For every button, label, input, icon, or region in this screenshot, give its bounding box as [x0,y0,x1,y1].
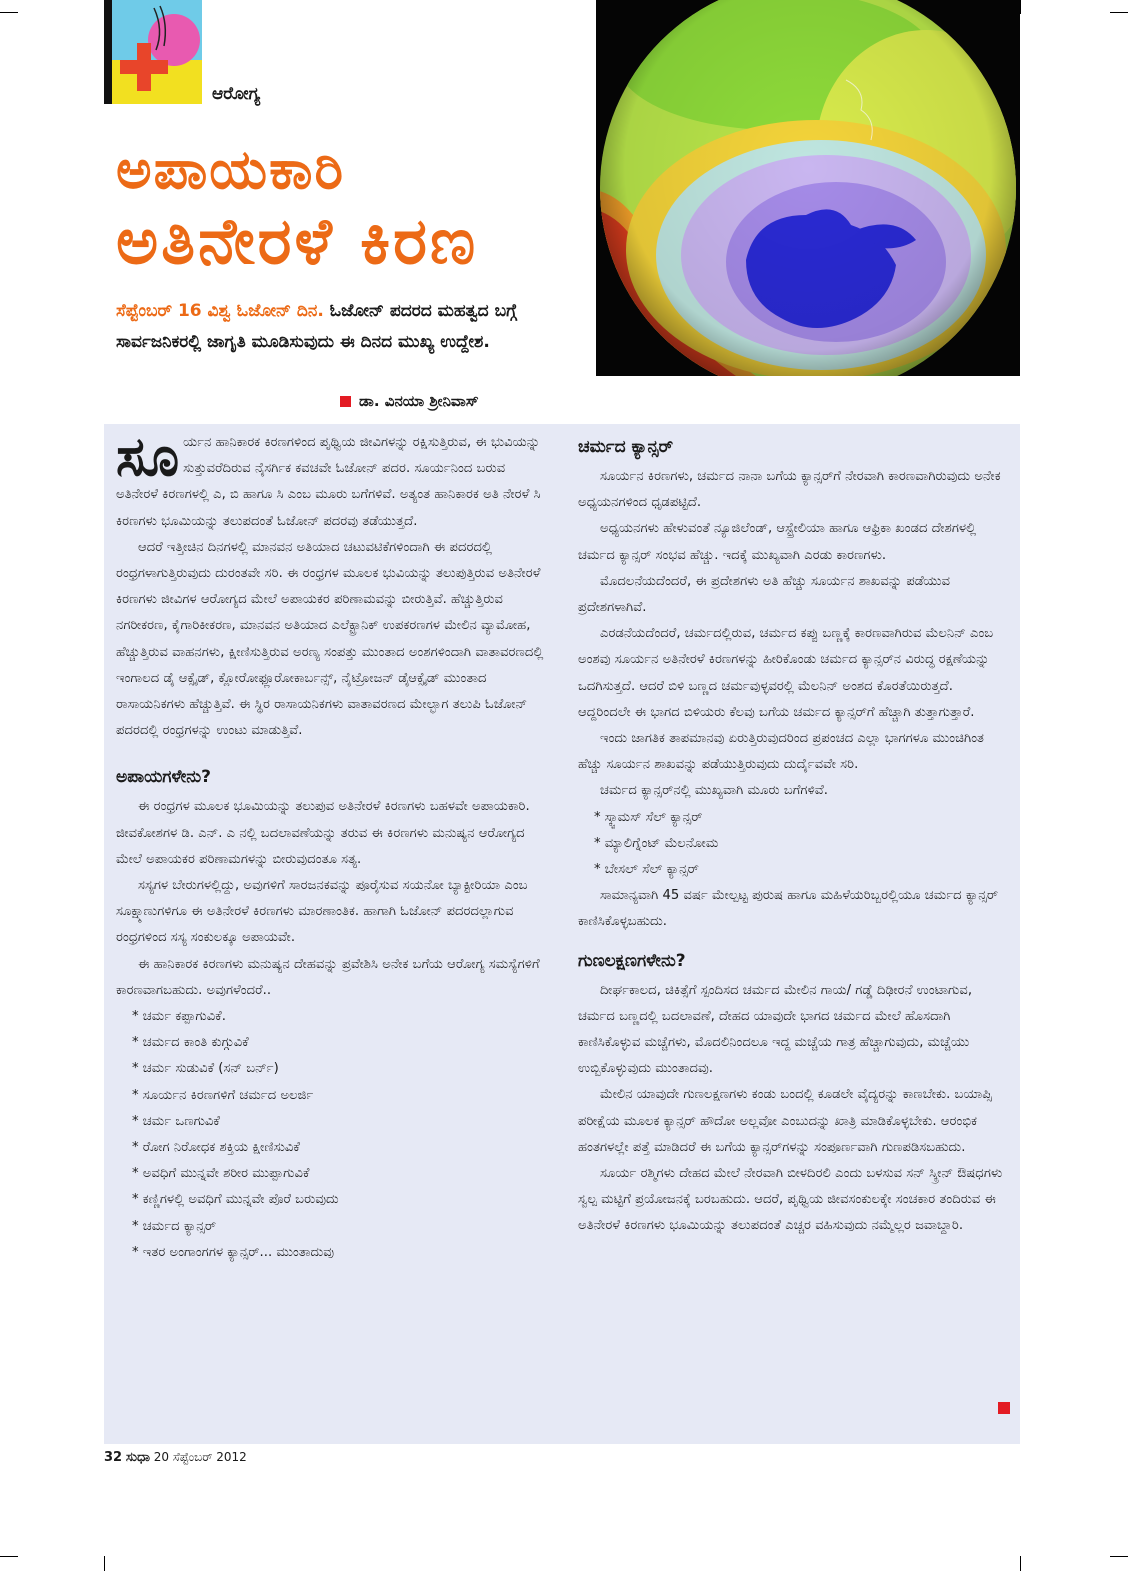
drop-cap: ಸೂ [116,425,180,488]
bullet-list [578,805,1008,884]
intro-rest: ಓಜೋನ್ ಪದರದ ಮಹತ್ವದ ಬಗ್ಗೆ ಸಾರ್ವಜನಿಕರಲ್ಲಿ ಜಾಗೃತಿ ಮೂಡಿಸುವುದು ಈ ದಿನದ ಮುಖ್ಯ ಉದ್ದೇಶ. [116,301,517,352]
bullet-list [116,1004,548,1266]
magazine-name: ಸುಧಾ [125,1450,150,1465]
section-label: ಆರೋಗ್ಯ [212,84,261,104]
paragraph: ಮೊದಲನೆಯದೆಂದರೆ, ಈ ಪ್ರದೇಶಗಳು ಅತಿ ಹೆಚ್ಚು ಸೂರ್ಯನ ಶಾಖವನ್ನು ಪಡೆಯುವ ಪ್ರದೇಶಗಳಾಗಿವೆ. [578,573,951,616]
paragraph: ಇಂದು ಜಾಗತಿಕ ತಾಪಮಾನವು ಏರುತ್ತಿರುವುದರಿಂದ ಪ್ರಪಂಚದ ಎಲ್ಲಾ ಭಾಗಗಳೂ ಮುಂಚಿಗಿಂತ ಹೆಚ್ಚು ಸೂರ್ಯನ ಶಾಖವನ್ನು ಪಡೆಯುತ್ತಿರುವುದು ದುರ್ದೈವವೇ ಸರಿ. [578,731,985,773]
paragraph: ಅಧ್ಯಯನಗಳು ಹೇಳುವಂತೆ ನ್ಯೂಜಿಲೆಂಡ್, ಆಸ್ಟ್ರೇಲಿಯಾ ಹಾಗೂ ಆಫ್ರಿಕಾ ಖಂಡದ ದೇಶಗಳಲ್ಲಿ ಚರ್ಮದ ಕ್ಯಾನ್ಸರ್ ಸಂಭವ ಹೆಚ್ಚು. ಇದಕ್ಕೆ ಮುಖ್ಯವಾಗಿ ಎರಡು ಕಾರಣಗಳು. [578,521,977,563]
list-item: * ಚರ್ಮ ಸುಡುವಿಕೆ (ಸನ್ ಬರ್ನ್) [132,1061,279,1077]
crop-mark [0,1556,18,1557]
paragraph: ಮೇಲಿನ ಯಾವುದೇ ಗುಣಲಕ್ಷಣಗಳು ಕಂಡು ಬಂದಲ್ಲಿ ಕೂಡಲೇ ವೈದ್ಯರನ್ನು ಕಾಣಬೇಕು. ಬಯಾಪ್ಸಿ ಪರೀಕ್ಷೆಯ ಮೂಲಕ ಕ್ಯಾನ್ಸರ್ ಹೌದೋ ಅಲ್ಲವೋ ಎಂಬುದನ್ನು ಖಾತ್ರಿ ಮಾಡಿಕೊಳ್ಳಬೇಕು. ಆರಂಭಿಕ ಹಂತಗಳಲ್ಲೇ ಪತ್ತೆ ಮಾಡಿದರೆ ಈ ಬಗೆಯ ಕ್ಯಾನ್ಸರ್‌ಗಳನ್ನು ಸಂಪೂರ್ಣವಾಗಿ ಗುಣಪಡಿಸಬಹುದು. [578,1087,992,1155]
paragraph: ಈ ರಂಧ್ರಗಳ ಮೂಲಕ ಭೂಮಿಯನ್ನು ತಲುಪುವ ಅತಿನೇರಳೆ ಕಿರಣಗಳು ಬಹಳವೇ ಅಪಾಯಕಾರಿ. ಜೀವಕೋಶಗಳ ಡಿ. ಎನ್. ಎ ನಲ್ಲಿ ಬದಲಾವಣೆಯನ್ನು ತರುವ ಈ ಕಿರಣಗಳು ಮನುಷ್ಯನ ಆರೋಗ್ಯದ ಮೇಲೆ ಅಪಾಯಕರ ಪರಿಣಾಮಗಳನ್ನು ಬೀರುವುದಂತೂ ಸತ್ಯ. [116,799,530,867]
paragraph: ಚರ್ಮದ ಕ್ಯಾನ್ಸರ್‌ನಲ್ಲಿ ಮುಖ್ಯವಾಗಿ ಮೂರು ಬಗೆಗಳಿವೆ. [600,783,828,799]
list-item: * ಸೂರ್ಯನ ಕಿರಣಗಳಿಗೆ ಚರ್ಮದ ಅಲರ್ಜಿ [132,1087,314,1103]
paragraph: ಸೂರ್ಯ ರಶ್ಮಿಗಳು ದೇಹದ ಮೇಲೆ ನೇರವಾಗಿ ಬೀಳದಿರಲಿ ಎಂದು ಬಳಸುವ ಸನ್ ಸ್ಕ್ರೀನ್ ಔಷಧಗಳು ಸ್ವಲ್ಪ ಮಟ್ಟಿಗೆ ಪ್ರಯೋಜನಕ್ಕೆ ಬರಬಹುದು. ಆದರೆ, ಪೃಥ್ವಿಯ ಜೀವಸಂಕುಲಕ್ಕೇ ಸಂಚಕಾರ ತಂದಿರುವ ಈ ಅತಿನೇರಳೆ ಕಿರಣಗಳು ಭೂಮಿಯನ್ನು ತಲುಪದಂತೆ ಎಚ್ಚರ ವಹಿಸುವುದು ನಮ್ಮೆಲ್ಲರ ಜವಾಬ್ದಾರಿ. [578,1166,1003,1234]
intro-highlight: ಸೆಪ್ಟೆಂಬರ್ 16 ವಿಶ್ವ ಓಜೋನ್ ದಿನ. [116,301,324,321]
red-square-icon [340,396,351,407]
paragraph: ದೀರ್ಘಕಾಲದ, ಚಿಕಿತ್ಸೆಗೆ ಸ್ಪಂದಿಸದ ಚರ್ಮದ ಮೇಲಿನ ಗಾಯ/ ಗಡ್ಡೆ ದಿಢೀರನೆ ಉಂಟಾಗುವ, ಚರ್ಮದ ಬಣ್ಣದಲ್ಲಿ ಬದಲಾವಣೆ, ದೇಹದ ಯಾವುದೇ ಭಾಗದ ಚರ್ಮದ ಮೇಲೆ ಹೊಸದಾಗಿ ಕಾಣಿಸಿಕೊಳ್ಳುವ ಮಚ್ಚೆಗಳು, ಮೊದಲಿನಿಂದಲೂ ಇದ್ದ ಮಚ್ಚೆಯ ಗಾತ್ರ ಹೆಚ್ಚಾಗುವುದು, ಮಚ್ಚೆಯು ಉಬ್ಬಿಕೊಳ್ಳುವುದು ಮುಂತಾದವು. [578,982,973,1077]
crop-mark [104,1556,105,1571]
list-item: * ಸ್ಕ್ವಾಮಸ್ ಸೆಲ್ ಕ್ಯಾನ್ಸರ್ [594,809,703,825]
end-mark-icon [998,1402,1010,1414]
issue-date: 20 ಸೆಪ್ಟೆಂಬರ್ 2012 [153,1450,247,1464]
title-line-1: ಅಪಾಯಕಾರಿ [116,138,345,201]
page-footer [104,1450,247,1465]
subheading-symptoms: ಗುಣಲಕ್ಷಣಗಳೇನು? [578,950,686,971]
list-item: * ಚರ್ಮದ ಕ್ಯಾನ್ಸರ್ [132,1218,217,1234]
crop-mark [1110,1556,1128,1557]
intro-text [116,296,586,358]
crop-mark [1020,1556,1021,1571]
author-byline [340,392,479,410]
list-item: * ರೋಗ ನಿರೋಧಕ ಶಕ್ತಿಯ ಕ್ಷೀಣಿಸುವಿಕೆ [132,1140,300,1156]
page-number: 32 [104,1450,123,1465]
list-item: * ಕಣ್ಣಿಗಳಲ್ಲಿ ಅವಧಿಗೆ ಮುನ್ನವೇ ಪೊರೆ ಬರುವುದು [132,1192,339,1208]
health-section-logo [104,0,202,104]
list-item: * ಮ್ಯಾಲಿಗ್ನೆಂಟ್ ಮೆಲನೋಮ [594,835,719,851]
column-2 [578,430,1008,1240]
title-line-2: ಅತಿನೇರಳೆ ಕಿರಣ [116,205,479,279]
list-item: * ಚರ್ಮದ ಕಾಂತಿ ಕುಗ್ಗುವಿಕೆ [132,1035,249,1051]
subheading-skin-cancer: ಚರ್ಮದ ಕ್ಯಾನ್ಸರ್ [578,437,674,457]
paragraph: ಈ ಹಾನಿಕಾರಕ ಕಿರಣಗಳು ಮನುಷ್ಯನ ದೇಹವನ್ನು ಪ್ರವೇಶಿಸಿ ಅನೇಕ ಬಗೆಯ ಆರೋಗ್ಯ ಸಮಸ್ಯೆಗಳಿಗೆ ಕಾರಣವಾಗಬಹುದು. ಅವುಗಳೆಂದರೆ.. [116,956,540,998]
paragraph: ಎರಡನೆಯದೆಂದರೆ, ಚರ್ಮದಲ್ಲಿರುವ, ಚರ್ಮದ ಕಪ್ಪು ಬಣ್ಣಕ್ಕೆ ಕಾರಣವಾಗಿರುವ ಮೆಲನಿನ್ ಎಂಬ ಅಂಶವು ಸೂರ್ಯನ ಅತಿನೇರಳೆ ಕಿರಣಗಳನ್ನು ಹೀರಿಕೊಂಡು ಚರ್ಮದ ಕ್ಯಾನ್ಸರ್‌ನ ವಿರುದ್ಧ ರಕ್ಷಣೆಯನ್ನು ಒದಗಿಸುತ್ತದೆ. ಆದರೆ ಬಿಳಿ ಬಣ್ಣದ ಚರ್ಮವುಳ್ಳವರಲ್ಲಿ ಮೆಲನಿನ್ ಅಂಶದ ಕೊರತೆಯಿರುತ್ತದೆ. ಆದ್ದರಿಂದಲೇ ಈ ಭಾಗದ ಬಿಳಿಯರು ಕೆಲವು ಬಗೆಯ ಚರ್ಮದ ಕ್ಯಾನ್ಸರ್‌ಗೆ ಹೆಚ್ಚಾಗಿ ತುತ್ತಾಗುತ್ತಾರೆ. [578,626,994,720]
crop-mark [1020,0,1021,14]
paragraph: ಸೂರ್ಯನ ಕಿರಣಗಳು, ಚರ್ಮದ ನಾನಾ ಬಗೆಯ ಕ್ಯಾನ್ಸರ್‌ಗೆ ನೇರವಾಗಿ ಕಾರಣವಾಗಿರುವುದು ಅನೇಕ ಅಧ್ಯಯನಗಳಿಂದ ಧೃಡಪಟ್ಟಿದೆ. [578,469,1001,511]
crop-mark [0,12,18,13]
list-item: * ಇತರ ಅಂಗಾಂಗಗಳ ಕ್ಯಾನ್ಸರ್... ಮುಂತಾದುವು [132,1244,335,1260]
column-1 [116,425,548,1266]
ozone-hole-globe-image [596,0,1020,376]
paragraph: ಆದರೆ ಇತ್ತೀಚಿನ ದಿನಗಳಲ್ಲಿ ಮಾನವನ ಅತಿಯಾದ ಚಟುವಟಿಕೆಗಳಿಂದಾಗಿ ಈ ಪದರದಲ್ಲಿ ರಂಧ್ರಗಳಾಗುತ್ತಿರುವುದು ದುರಂತವೇ ಸರಿ. ಈ ರಂಧ್ರಗಳ ಮೂಲಕ ಭುವಿಯನ್ನು ತಲುಪುತ್ತಿರುವ ಅತಿನೇರಳೆ ಕಿರಣಗಳು ಜೀವಿಗಳ ಆರೋಗ್ಯದ ಮೇಲೆ ಅಪಾಯಕರ ಪರಿಣಾಮವನ್ನು ಬೀರುತ್ತಿವೆ. ಹೆಚ್ಚುತ್ತಿರುವ ನಗರೀಕರಣ, ಕೈಗಾರಿಕೀಕರಣ, ಮಾನವನ ಅತಿಯಾದ ಎಲೆಕ್ಟ್ರಾನಿಕ್ ಉಪಕರಣಗಳ ಮೇಲಿನ ವ್ಯಾಮೋಹ, ಹೆಚ್ಚುತ್ತಿರುವ ವಾಹನಗಳು, ಕ್ಷೀಣಿಸುತ್ತಿರುವ ಅರಣ್ಯ ಸಂಪತ್ತು ಮುಂತಾದ ಅಂಶಗಳಿಂದಾಗಿ ವಾತಾವರಣದಲ್ಲಿ ಇಂಗಾಲದ ಡೈ ಆಕ್ಸೈಡ್, ಕ್ಲೋರೋಫ್ಲೂರೋಕಾರ್ಬನ್ಸ್, ನೈಟ್ರೋಜನ್ ಡೈಆಕ್ಸೈಡ್ ಮುಂತಾದ ರಾಸಾಯನಿಕಗಳು ಹೆಚ್ಚುತ್ತಿವೆ. ಈ ಸ್ಥಿರ ರಾಸಾಯನಿಕಗಳು ವಾತಾವರಣದ ಮೇಲ್ಭಾಗ ತಲುಪಿ ಓಜೋನ್ ಪದರದಲ್ಲಿ ರಂಧ್ರಗಳನ್ನು ಉಂಟು ಮಾಡುತ್ತಿವೆ. [116,539,544,739]
subheading-dangers: ಅಪಾಯಗಳೇನು? [116,767,212,788]
list-item: * ಚರ್ಮ ಕಪ್ಪಾಗುವಿಕೆ. [132,1009,226,1025]
list-item: * ಬೇಸಲ್ ಸೆಲ್ ಕ್ಯಾನ್ಸರ್ [594,862,699,878]
author-name: ಡಾ. ವಿನಯಾ ಶ್ರೀನಿವಾಸ್ [359,392,479,410]
paragraph: ಸಸ್ಯಗಳ ಬೇರುಗಳಲ್ಲಿದ್ದು, ಅವುಗಳಿಗೆ ಸಾರಜನಕವನ್ನು ಪೂರೈಸುವ ಸಯನೋ ಬ್ಯಾಕ್ಟೀರಿಯಾ ಎಂಬ ಸೂಕ್ಷ್ಮಾಣುಗಳಿಗೂ ಈ ಅತಿನೇರಳೆ ಕಿರಣಗಳು ಮಾರಣಾಂತಿಕ. ಹಾಗಾಗಿ ಓಜೋನ್ ಪದರದಲ್ಲಾಗುವ ರಂಧ್ರಗಳಿಂದ ಸಸ್ಯ ಸಂಕುಲಕ್ಕೂ ಅಪಾಯವೇ. [116,878,528,946]
paragraph: ಸಾಮಾನ್ಯವಾಗಿ 45 ವರ್ಷ ಮೇಲ್ಪಟ್ಟ ಪುರುಷ ಹಾಗೂ ಮಹಿಳೆಯರಿಬ್ಬರಲ್ಲಿಯೂ ಚರ್ಮದ ಕ್ಯಾನ್ಸರ್ ಕಾಣಿಸಿಕೊಳ್ಳಬಹುದು. [578,888,999,930]
list-item: * ಅವಧಿಗೆ ಮುನ್ನವೇ ಶರೀರ ಮುಪ್ಪಾಗುವಿಕೆ [132,1166,310,1182]
crop-mark [1110,12,1128,13]
list-item: * ಚರ್ಮ ಒಣಗುವಿಕೆ [132,1113,220,1129]
paragraph: ಸೂರ್ಯನ ಹಾನಿಕಾರಕ ಕಿರಣಗಳಿಂದ ಪೃಥ್ವಿಯ ಜೀವಿಗಳನ್ನು ರಕ್ಷಿಸುತ್ತಿರುವ, ಈ ಭುವಿಯನ್ನು ಸುತ್ತುವರೆದಿರುವ ನೈಸರ್ಗಿಕ ಕವಚವೇ ಓಜೋನ್ ಪದರ. ಸೂರ್ಯನಿಂದ ಬರುವ ಅತಿನೇರಳೆ ಕಿರಣಗಳಲ್ಲಿ ಎ, ಬಿ ಹಾಗೂ ಸಿ ಎಂಬ ಮೂರು ಬಗೆಗಳಿವೆ. ಅತ್ಯಂತ ಹಾನಿಕಾರಕ ಅತಿ ನೇರಳೆ ಸಿ ಕಿರಣಗಳು ಭೂಮಿಯನ್ನು ತಲುಪದಂತೆ ಓಜೋನ್ ಪದರವು ತಡೆಯುತ್ತದೆ. [116,425,541,529]
